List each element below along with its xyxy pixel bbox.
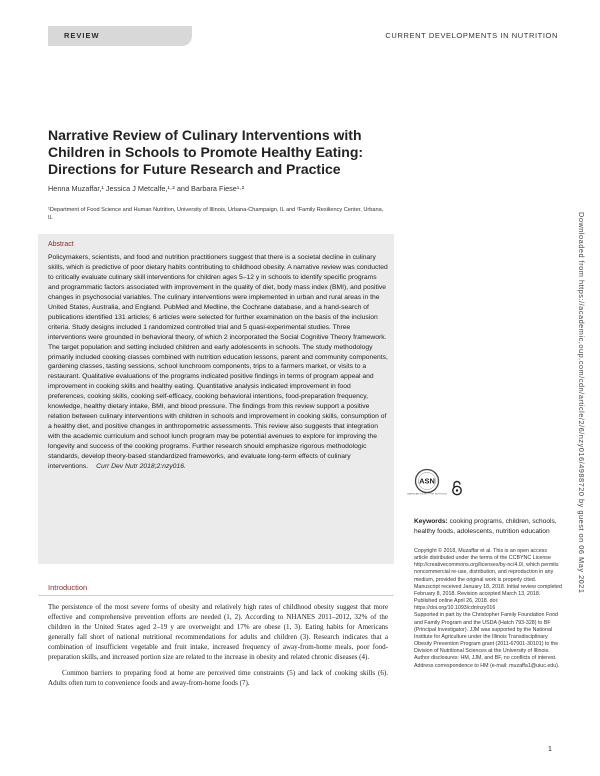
correspondence-address: Address correspondence to HM (e-mail: muzaffa1@uiuc.edu).: [414, 662, 560, 669]
abstract-text: Policymakers, scientists, and food and nutrition practitioners suggest that there is a societal decline in culinary skills, which is predictive of poor dietary habits contributing to childhood obesity. A narrative review was conducted to critically evaluate culinary skill interventions for children ages 5–12 y in schools to identify specific programs and programmatic factors associated with improvement in the quality of diet, body mass index (BMI), and positive changes in psychosocial variables. The culinary interventions were implemented in urban and rural areas in the United States, Australia, and England. PubMed and Medline, the Cochrane database, and a hand-search of publications identified 131 articles; 6 articles were selected for further examination on the basis of the inclusion criteria. Study designs included 1 randomized controlled trial and 5 quasi-experimental studies. Three interventions were grounded in behavioral theory, of which 2 incorporated the Social Cognitive Theory framework. The target population and setting included children and early adolescents in schools. The study methodology primarily included cooking classes combined with nutrition education lessons, parent and community components, gardening classes, tasting sessions, school lunchroom components, trips to a farmers market, or visits to a restaurant. Qualitative evaluations of the programs indicated positive findings in terms of program appeal and improvement in cooking skills and healthy eating. Quantitative analysis indicated improvement in food preferences, cooking skills, cooking self-efficacy, cooking behavioral intentions, food-preparation frequency, knowledge, healthy dietary intake, BMI, and blood pressure. The findings from this review support a positive relation between culinary interventions with children in schools and improvement in cooking skills, consumption of a healthy diet, and positive changes in anthropometric assessments. This review also suggests that integration with the academic curriculum and school lunch program may be potential avenues to explore for improving the longevity and success of the cooking programs. Further research should emphasize rigorous methodologic standards, develop theory-based standardized frameworks, and evaluate long-term effects of culinary interventions.: [48, 254, 388, 471]
journal-name: CURRENT DEVELOPMENTS IN NUTRITION: [385, 31, 558, 40]
author-disclosures: Author disclosures: HM, JJM, and BF, no conflicts of interest.: [414, 655, 557, 662]
asn-logo-icon: [407, 468, 447, 496]
section-divider: [38, 595, 394, 596]
asn-logo-subtext: AMERICAN SOCIETY FOR NUTRITION: [407, 493, 447, 496]
download-watermark: Downloaded from https://academic.oup.com/cdn/article/2/6/nzy016/4988720 by guest on 06 May 2021: [577, 212, 586, 594]
article-title: Narrative Review of Culinary Interventions with Children in Schools to Promote Healthy Eating: Directions for Future Research and Practice: [48, 127, 364, 177]
article-notes: [414, 548, 562, 670]
asn-logo-text: ASN: [419, 476, 435, 486]
author-list: Henna Muzaffar,¹ Jessica J Metcalfe,¹·² and Barbara Fiese¹·²: [48, 184, 245, 193]
page-number: 1: [548, 746, 552, 753]
body-paragraph: The persistence of the most severe forms of obesity and relatively high rates of childhood obesity suggest that more effective and comprehensive prevention efforts are needed (1, 2). According to NHANES 2011–2012, 32% of the children in the United States aged 2–19 y are overweight and 17% are obese (1, 3). Eating habits for Americans generally fall short of national nutritional recommendations for adults and children (3). Research indicates that a combination of insufficient vegetable and fruit intake, increased frequency of away-from-home meals, poor food-preparation skills, and increased portion size are related to the increase in obesity and related chronic diseases (4).: [48, 603, 388, 661]
body-paragraph: Common barriers to preparing food at home are perceived time constraints (5) and lack of cooking skills (6). Adults often turn to convenience foods and away-from-home foods (7).: [48, 669, 388, 687]
funding-note: Supported in part by the Christopher Family Foundation Food and Family Program and the USDA (Hatch 793-328) to BF (Principal Investigator). JJM was supported by the National Institute for Agriculture under the Illinois Transdisciplinary Obesity Prevention Program grant (2011-67001-30101) to the Division of Nutritional Sciences at the University of Illinois.: [414, 612, 559, 655]
keywords-label: Keywords:: [414, 518, 448, 525]
section-tag-label: REVIEW: [64, 31, 100, 40]
manuscript-dates: Manuscript received January 18, 2018. Initial review completed February 8, 2018. Revision accepted March 13, 2018. Published online April 26, 2018. doi: https://doi.org/10.1093/cdn/nzy016: [414, 583, 562, 612]
affiliations: ¹Department of Food Science and Human Nutrition, University of Illinois, Urbana-Champaign, IL and ²Family Resiliency Center, Urbana, IL: [48, 207, 384, 221]
keywords: [414, 517, 562, 537]
section-tag: [48, 26, 192, 46]
keywords-text: cooking programs, children, schools, healthy foods, adolescents, nutrition education: [414, 518, 557, 535]
open-access-icon: [450, 480, 464, 496]
copyright-note: Copyright © 2018, Muzaffar et al. This is an open access article distributed under the terms of the CCBYNC License http://creativecommons.org/licenses/by-nc/4.0/, which permits noncommercial re-use, distribution, and reproduction in any medium, provided the original work is properly cited.: [414, 548, 559, 583]
introduction-body: [48, 602, 388, 688]
abstract-heading: Abstract: [48, 241, 74, 248]
abstract-body: [48, 253, 388, 472]
introduction-heading: Introduction: [48, 583, 88, 592]
abstract-citation: Curr Dev Nutr 2018;2:nzy016.: [96, 463, 186, 471]
